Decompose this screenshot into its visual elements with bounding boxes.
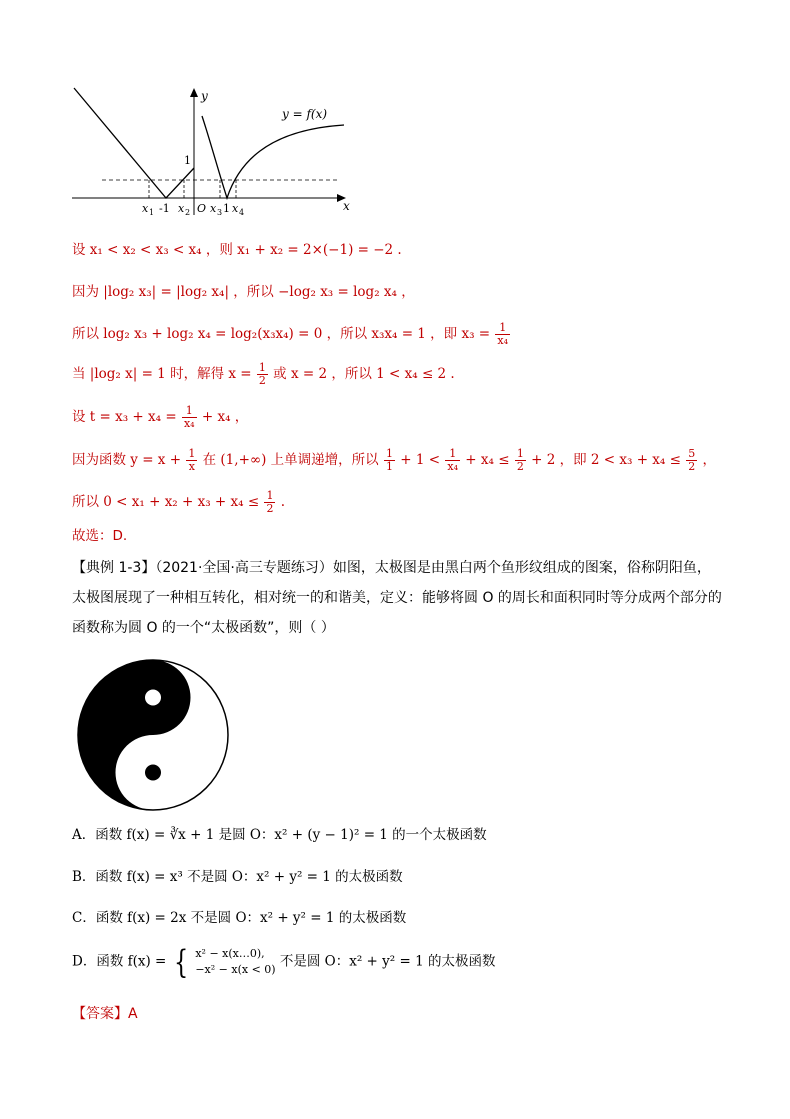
label-origin: O: [197, 202, 207, 215]
option-c: C．函数 f(x) = 2x 不是圆 O：x² + y² = 1 的太极函数: [72, 910, 407, 926]
function-label: y = f(x): [282, 107, 328, 121]
label-x2-sub: 2: [185, 208, 191, 217]
taiji-black-dot: [145, 765, 161, 781]
option-a: A．函数 f(x) = ∛x + 1 是圆 O：x² + (y − 1)² = 1 的一个太极函数: [72, 827, 487, 843]
solution-line-1: 设 x₁ < x₂ < x₃ < x₄ ，则 x₁ + x₂ = 2×(−1) = −2 .: [72, 242, 402, 258]
taiji-diagram: [76, 658, 230, 812]
label-neg-one: -1: [159, 202, 170, 215]
label-x4: x: [232, 202, 239, 215]
solution-line-4: 当 |log₂ x| = 1 时，解得 x = $\frac{1}{2}$ 或 x = 2 ，所以 1 < x₄ ≤ 2 .: [72, 361, 455, 387]
fraction-half-b: $\frac{1}{2}$: [516, 447, 524, 473]
piecewise-cases: x² − x(x…0), −x² − x(x < 0): [195, 947, 276, 976]
option-d: D．函数 f(x) = { x² − x(x…0), −x² − x(x < 0) 不是圆 O：x² + y² = 1 的太极函数: [72, 943, 496, 981]
fraction-t: $\frac{1}{\text{x₄}}$: [183, 404, 195, 430]
fraction-half-c: $\frac{1}{2}$: [266, 489, 274, 515]
label-x1: x: [142, 202, 149, 215]
solution-line-5: 设 t = x₃ + x₄ = $\frac{1}{\text{x₄}}$ + x₄ ，: [72, 404, 249, 430]
piecewise-brace: {: [173, 943, 188, 981]
solution-line-7: 所以 0 < x₁ + x₂ + x₃ + x₄ ≤ $\frac{1}{2}$ .: [72, 489, 286, 515]
solution-line-6: 因为函数 y = x + $\frac{1}{x}$ 在 (1,+∞) 上单调递增，所以 $\frac{1}{1}$ + 1 < $\frac{1}{\text{x₄}}$ + x₄ ≤ $\frac{1}{2}$ + 2 ，即 2 < x₃ + x₄ ≤ $\frac{5}{2}$ ，: [72, 447, 717, 473]
fraction-1-over-1: $\frac{1}{1}$: [385, 447, 393, 473]
option-b: B．函数 f(x) = x³ 不是圆 O：x² + y² = 1 的太极函数: [72, 869, 403, 885]
x-axis-label: x: [343, 199, 350, 213]
answer-label: 【答案】A: [72, 1006, 138, 1022]
fraction-half: $\frac{1}{2}$: [258, 361, 266, 387]
solution-line-2: 因为 |log₂ x₃| = |log₂ x₄| ，所以 −log₂ x₃ = log₂ x₄ ，: [72, 284, 415, 300]
y-axis-label: y: [201, 89, 208, 103]
fraction-1-over-x: $\frac{1}{x}$: [188, 447, 196, 473]
y-axis-arrow: [190, 88, 198, 97]
label-one-x: 1: [223, 202, 230, 215]
taiji-white-dot: [145, 690, 161, 706]
label-x4-sub: 4: [239, 208, 245, 217]
curve-right-log: [202, 116, 344, 198]
label-x1-sub: 1: [149, 208, 155, 217]
problem-statement: 【典例 1-3】（2021·全国·高三专题练习）如图，太极图是由黑白两个鱼形纹组成的图案，俗称阴阳鱼，太极图展现了一种相互转化，相对统一的和谐美，定义：能够将圆 O 的周长和面积同时等分成两个部分的函数称为圆 O 的一个“太极函数”，则（ ）: [72, 560, 722, 636]
label-x3-sub: 3: [217, 208, 223, 217]
solution-line-8: 故选：D.: [72, 528, 128, 544]
fraction-1-over-x4: $\frac{1}{\text{x₄}}$: [497, 321, 509, 347]
fraction-five-halves: $\frac{5}{2}$: [688, 447, 696, 473]
fraction-1-over-x4-b: $\frac{1}{\text{x₄}}$: [447, 447, 458, 473]
tick-one-y: 1: [184, 154, 191, 167]
solution-line-3-text: 所以 log₂ x₃ + log₂ x₄ = log₂(x₃x₄) = 0 ，所以 x₃x₄ = 1 ，即 x₃ =: [72, 326, 491, 342]
label-x2: x: [178, 202, 185, 215]
solution-line-3: [72, 322, 511, 347]
function-graph: [60, 80, 360, 220]
curve-left-v: [74, 88, 194, 198]
label-x3: x: [210, 202, 217, 215]
